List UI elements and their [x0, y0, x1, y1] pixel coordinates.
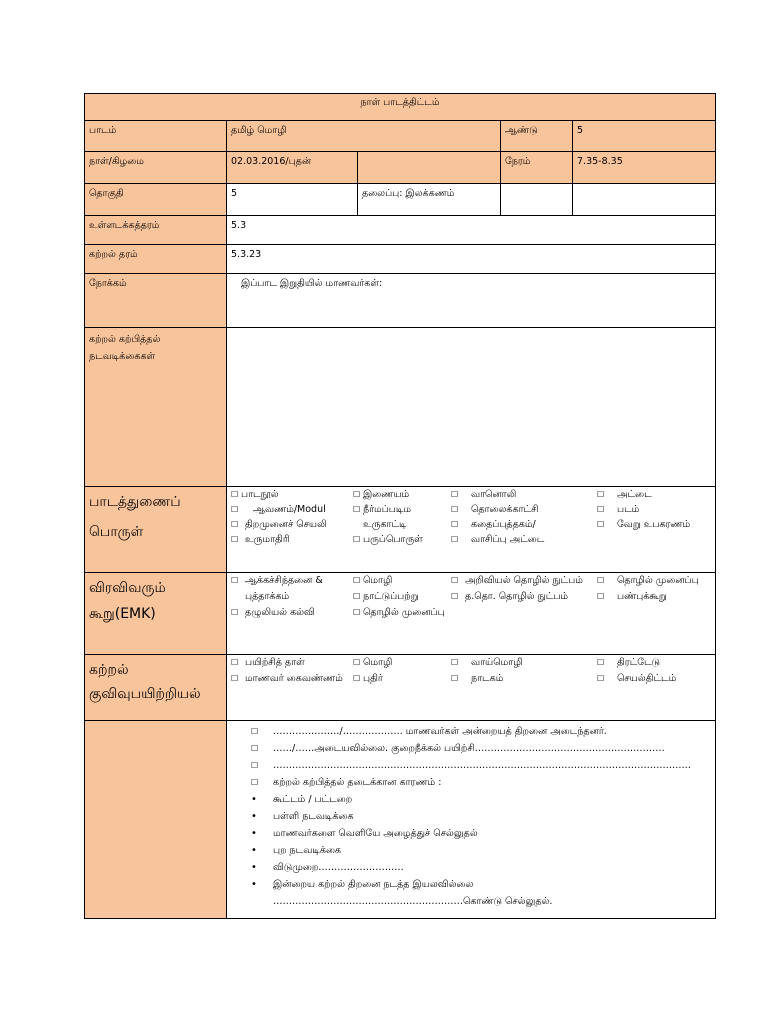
emk-options: [227, 573, 716, 655]
reflection-line: ☐ கற்றல் கற்பித்தல் தடைக்கான காரணம் :: [251, 774, 715, 791]
emk-label-1: விரவிவரும்: [89, 580, 166, 596]
reflection-line: ☐ ……/……அடையவில்லை. குறைநீக்கல் பயிற்சி……………………………………………………: [251, 740, 715, 757]
checkbox-item[interactable]: ☐ தொழில் முனைப்பு: [353, 605, 451, 621]
reason-item: • பள்ளி நடவடிக்கை: [251, 808, 715, 825]
assessment-label-1: கற்றல்: [89, 662, 129, 678]
learning-standard-value: 5.3.23: [227, 245, 716, 274]
reflection-line: ☐ …………………/………………. மாணவர்கள் அன்றையத் திறனை அடைந்தனர்.: [251, 723, 715, 740]
checkbox-icon[interactable]: ☐: [231, 505, 239, 514]
checkbox-icon[interactable]: ☐: [451, 674, 459, 683]
materials-options: [227, 487, 716, 573]
learning-standard-label: கற்றல் தரம்: [85, 245, 227, 274]
checkbox-icon[interactable]: ☐: [353, 576, 361, 585]
assessment-col-2: [353, 655, 451, 687]
bullet-icon: •: [251, 862, 257, 873]
content-standard-label: உள்ளடக்கத்தரம்: [85, 216, 227, 245]
checkbox-item[interactable]: ☐ நாடகம்: [451, 671, 597, 687]
checkbox-item[interactable]: ☐ படம்: [597, 504, 640, 515]
lesson-plan-sheet: [84, 93, 715, 919]
checkbox-item[interactable]: ☐ வேறு உபகரணம்: [597, 519, 691, 530]
checkbox-icon[interactable]: ☐: [597, 674, 605, 683]
checkbox-item[interactable]: ☐ இணையம்: [353, 489, 410, 500]
bullet-icon: •: [251, 828, 257, 839]
reason-item: • இன்றைய கற்றல் திறனை நடத்த இயலவில்லை: [251, 876, 715, 893]
checkbox-icon[interactable]: ☐: [231, 576, 239, 585]
emk-row: [85, 573, 716, 655]
activities-content: [227, 328, 716, 487]
checkbox-item[interactable]: ☐ மொழி: [353, 573, 451, 589]
reason-item: • விடுமுறை………………………: [251, 859, 715, 876]
checkbox-icon[interactable]: ☐: [251, 761, 259, 770]
assessment-col-1: [231, 655, 353, 687]
bullet-icon: •: [251, 811, 257, 822]
checkbox-item[interactable]: ☐ திறமுனைச் செயலி: [231, 519, 327, 530]
checkbox-item[interactable]: ☐ தொலைக்காட்சி: [451, 504, 539, 515]
page-title: நாள் பாடத்திட்டம்: [85, 94, 716, 121]
activities-label: கற்றல் கற்பித்தல் நடவடிக்கைகள்: [85, 328, 227, 487]
bullet-icon: •: [251, 845, 257, 856]
emk-col-4: [597, 573, 716, 621]
checkbox-icon[interactable]: ☐: [597, 520, 605, 529]
checkbox-icon[interactable]: ☐: [451, 535, 459, 544]
checkbox-item[interactable]: ☐ நீர்மப்படிம உருகாட்டி: [353, 504, 412, 530]
checkbox-item[interactable]: ☐ தொழில் முனைப்பு: [597, 573, 716, 589]
checkbox-item[interactable]: ☐ த.தொ. தொழில் நுட்பம்: [451, 589, 597, 605]
date-value: 02.03.2016/புதன்: [227, 152, 358, 184]
checkbox-item[interactable]: ☐ பண்புக்கூறு: [597, 589, 716, 605]
checkbox-icon[interactable]: ☐: [231, 490, 239, 499]
checkbox-item[interactable]: ☐ ஆக்கச்சிந்தனை & புத்தாக்கம்: [231, 573, 353, 605]
module-empty-cell-2: [573, 184, 716, 216]
checkbox-icon[interactable]: ☐: [353, 490, 361, 499]
checkbox-item[interactable]: ☐ வானொலி: [451, 489, 517, 500]
date-empty-cell: [358, 152, 501, 184]
year-label: ஆண்டு: [501, 121, 573, 152]
checkbox-icon[interactable]: ☐: [597, 490, 605, 499]
materials-col-4: [597, 487, 716, 547]
reason-item: • புற நடவடிக்கை: [251, 842, 715, 859]
content-standard-row: [85, 216, 716, 245]
reflection-last-line: ……………………………………………………கொண்டு செல்லுதல்.: [273, 896, 553, 907]
checkbox-item[interactable]: ☐ அட்டை: [597, 489, 652, 500]
title-row: [85, 94, 716, 121]
emk-col-1: [231, 573, 353, 621]
materials-col-3: [451, 487, 597, 547]
checkbox-item[interactable]: ☐ நாட்டுப்பற்று: [353, 589, 451, 605]
checkbox-item[interactable]: ☐ உருமாதிரி: [231, 534, 290, 545]
module-value: 5: [227, 184, 358, 216]
year-value: 5: [573, 121, 716, 152]
checkbox-icon[interactable]: ☐: [353, 505, 361, 514]
activities-row: [85, 328, 716, 487]
bullet-icon: •: [251, 879, 257, 890]
assessment-col-3: [451, 655, 597, 687]
checkbox-icon[interactable]: ☐: [231, 674, 239, 683]
materials-col-2: [353, 487, 451, 547]
checkbox-item[interactable]: ☐ திரட்டேடு: [597, 655, 716, 671]
checkbox-item[interactable]: ☐ பாடநூல்: [231, 489, 279, 500]
checkbox-icon[interactable]: ☐: [251, 744, 259, 753]
reflection-line: ☐ ……………………………………………………………………………………………………………………: [251, 757, 715, 774]
materials-label-1: பாடத்துணைப்: [89, 494, 181, 510]
checkbox-item[interactable]: ☐ தழுலியல் கல்வி: [231, 605, 353, 621]
checkbox-item[interactable]: ☐ வாய்மொழி: [451, 655, 597, 671]
assessment-row: [85, 655, 716, 721]
checkbox-icon[interactable]: ☐: [597, 592, 605, 601]
module-label: தொகுதி: [85, 184, 227, 216]
topic-value: தலைப்பு: இலக்கணம்: [358, 184, 501, 216]
objective-label: நோக்கம்: [85, 274, 227, 328]
checkbox-icon[interactable]: ☐: [231, 658, 239, 667]
reflection-content: [227, 721, 716, 919]
materials-label-2: பொருள்: [89, 524, 144, 540]
reason-item: • கூட்டம் / பட்டறை: [251, 791, 715, 808]
checkbox-item[interactable]: ☐ அறிவியல் தொழில் நுட்பம்: [451, 573, 597, 589]
materials-row: [85, 487, 716, 573]
date-row: [85, 152, 716, 184]
checkbox-item[interactable]: ☐ புதிர்: [353, 671, 451, 687]
checkbox-icon[interactable]: ☐: [597, 658, 605, 667]
objective-value: இப்பாட இறுதியில் மாணவர்கள்:: [227, 274, 716, 328]
assessment-label-2: குவிவுபயிற்றியல்: [89, 686, 201, 702]
checkbox-item[interactable]: ☐ மொழி: [353, 655, 451, 671]
checkbox-icon[interactable]: ☐: [451, 658, 459, 667]
checkbox-icon[interactable]: ☐: [231, 520, 239, 529]
checkbox-item[interactable]: ☐ ஆவணம்/Modul: [231, 504, 326, 515]
checkbox-icon[interactable]: ☐: [451, 576, 459, 585]
checkbox-icon[interactable]: ☐: [451, 592, 459, 601]
module-row: [85, 184, 716, 216]
time-label: நேரம்: [501, 152, 573, 184]
module-empty-cell-1: [501, 184, 573, 216]
checkbox-icon[interactable]: ☐: [451, 490, 459, 499]
emk-label-2: கூறு(EMK): [89, 606, 156, 622]
materials-col-1: [231, 487, 353, 547]
date-label: நாள்/கிழமை: [85, 152, 227, 184]
emk-col-3: [451, 573, 597, 621]
checkbox-icon[interactable]: ☐: [353, 674, 361, 683]
subject-value: தமிழ் மொழி: [227, 121, 501, 152]
checkbox-icon[interactable]: ☐: [251, 778, 259, 787]
checkbox-item[interactable]: ☐ பருப்பொருள்: [353, 534, 423, 545]
checkbox-icon[interactable]: ☐: [231, 535, 239, 544]
checkbox-icon[interactable]: ☐: [353, 535, 361, 544]
subject-row: [85, 121, 716, 152]
checkbox-icon[interactable]: ☐: [251, 727, 259, 736]
reflection-label-cell: [85, 721, 227, 919]
checkbox-icon[interactable]: ☐: [451, 520, 459, 529]
lesson-plan-table: [84, 93, 716, 919]
checkbox-item[interactable]: ☐ கதைப்புத்தகம்/: [451, 519, 536, 530]
checkbox-item[interactable]: ☐ வாசிப்பு அட்டை: [451, 534, 545, 545]
checkbox-icon[interactable]: ☐: [353, 608, 361, 617]
checkbox-icon[interactable]: ☐: [597, 505, 605, 514]
checkbox-icon[interactable]: ☐: [231, 608, 239, 617]
reason-item: • மாணவர்களை வெளியே அழைத்துச் செல்லுதல்: [251, 825, 715, 842]
content-standard-value: 5.3: [227, 216, 716, 245]
bullet-icon: •: [251, 794, 257, 805]
checkbox-item[interactable]: ☐ பயிற்சித் தாள்: [231, 655, 353, 671]
checkbox-icon[interactable]: ☐: [597, 576, 605, 585]
subject-label: பாடம்: [85, 121, 227, 152]
time-value: 7.35-8.35: [573, 152, 716, 184]
assessment-col-4: [597, 655, 716, 687]
checkbox-icon[interactable]: ☐: [451, 505, 459, 514]
learning-standard-row: [85, 245, 716, 274]
emk-col-2: [353, 573, 451, 621]
checkbox-icon[interactable]: ☐: [353, 592, 361, 601]
reflection-row: [85, 721, 716, 919]
checkbox-icon[interactable]: ☐: [353, 658, 361, 667]
checkbox-item[interactable]: ☐ மாணவர் கைவண்ணம்: [231, 671, 353, 687]
assessment-options: [227, 655, 716, 721]
checkbox-item[interactable]: ☐ செயல்திட்டம்: [597, 671, 716, 687]
objective-row: [85, 274, 716, 328]
